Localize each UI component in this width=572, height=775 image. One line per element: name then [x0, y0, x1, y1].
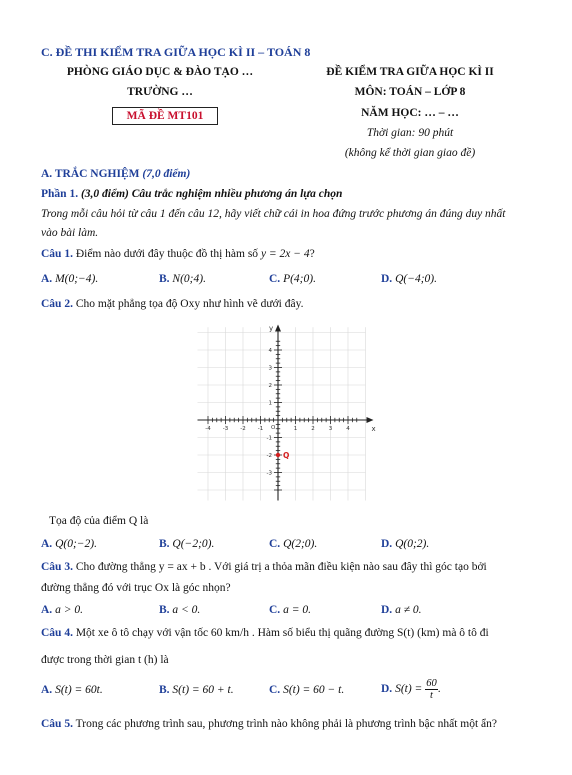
option-text: P(4;0).: [283, 273, 316, 285]
question-3: [41, 561, 487, 573]
q5-text: Trong các phương trình sau, phương trình nào không phải là phương trình bậc nhất một ẩn?: [75, 718, 498, 730]
section-title: C. ĐỀ THI KIỂM TRA GIỮA HỌC KÌ II – TOÁN 8: [41, 45, 311, 59]
question-5: [41, 718, 497, 730]
option-text: N(0;4).: [172, 273, 206, 285]
part1-label: Phần 1.: [41, 188, 79, 200]
q2-option-a[interactable]: [41, 538, 97, 550]
y-tick-label: 3: [268, 365, 272, 372]
point-q-label: Q: [283, 451, 290, 460]
part-a-label: A. TRẮC NGHIỆM: [41, 168, 140, 180]
q4-option-b[interactable]: [159, 684, 234, 696]
q5-label: Câu 5.: [41, 718, 73, 730]
option-key: C.: [269, 684, 281, 696]
option-key: C.: [269, 273, 281, 285]
x-tick-label: 2: [311, 426, 315, 432]
q2-option-d[interactable]: [381, 538, 429, 550]
q2-question: Tọa độ của điểm Q là: [49, 515, 149, 527]
y-tick-label: -1: [266, 435, 272, 442]
tick-labels: [205, 325, 375, 477]
point-q: [276, 453, 280, 457]
q1-option-d[interactable]: [381, 273, 437, 285]
option-key: C.: [269, 604, 281, 616]
option-key: A.: [41, 538, 53, 550]
q3-label: Câu 3.: [41, 561, 73, 573]
q1-option-a[interactable]: [41, 273, 98, 285]
x-tick-label: 3: [328, 426, 333, 432]
exam-subject: MÔN: TOÁN – LỚP 8: [354, 86, 466, 98]
option-key: A.: [41, 604, 53, 616]
question-2: [41, 298, 303, 310]
part-a-heading: [41, 168, 190, 180]
q2-text: Cho mặt phẳng tọa độ Oxy như hình vẽ dưới đây.: [75, 298, 304, 310]
option-text: S(t) = 60 + t.: [172, 684, 234, 696]
option-key: B.: [159, 538, 170, 550]
option-text: a < 0.: [172, 604, 201, 616]
option-key: C.: [269, 538, 281, 550]
y-tick-label: 4: [268, 348, 272, 354]
q4-option-d[interactable]: [381, 678, 441, 701]
option-key: B.: [159, 604, 170, 616]
x-tick-label: -4: [205, 426, 211, 432]
q4-label: Câu 4.: [41, 627, 73, 639]
option-text: Q(0;2).: [395, 538, 430, 550]
part1-instruction-line2: vào bài làm.: [41, 227, 99, 239]
q2-option-c[interactable]: [269, 538, 317, 550]
x-tick-label: -2: [240, 426, 246, 432]
grid-lines: [198, 324, 366, 500]
option-key: D.: [381, 273, 393, 285]
q3-option-d[interactable]: [381, 604, 422, 616]
option-text: a ≠ 0.: [395, 604, 422, 616]
question-4: [41, 627, 489, 639]
exam-title: ĐỀ KIỂM TRA GIỮA HỌC KÌ II: [326, 66, 494, 78]
exam-year: NĂM HỌC: … – …: [361, 107, 459, 119]
x-tick-label: -3: [222, 426, 229, 432]
option-key: B.: [159, 273, 170, 285]
exam-time: Thời gian: 90 phút: [366, 127, 454, 139]
part1-heading: [41, 188, 342, 200]
option-text: Q(−2;0).: [172, 538, 215, 550]
q3-line2: đường thẳng đó với trục Ox là góc nhọn?: [41, 582, 231, 594]
q1-end: ?: [309, 248, 315, 260]
option-key: B.: [159, 684, 170, 696]
q1-formula: y = 2x − 4: [260, 248, 310, 260]
option-key: A.: [41, 273, 53, 285]
y-tick-label: 2: [268, 383, 272, 389]
q3-option-a[interactable]: [41, 604, 83, 616]
fraction-numerator: 60: [426, 678, 437, 689]
option-key: D.: [381, 683, 393, 696]
q2-label: Câu 2.: [41, 298, 73, 310]
x-axis-label: x: [371, 425, 376, 433]
option-text: S(t) = 60t.: [55, 684, 103, 696]
q3-option-c[interactable]: [269, 604, 311, 616]
origin-label: O: [271, 425, 276, 431]
option-text: S(t) =: [395, 683, 423, 696]
axes: [198, 325, 374, 501]
q1-text: Điểm nào dưới đây thuộc đồ thị hàm số: [75, 248, 259, 260]
option-text: M(0;−4).: [55, 273, 99, 285]
q1-option-b[interactable]: [159, 273, 206, 285]
part-a-points: (7,0 điểm): [142, 168, 191, 180]
q2-option-b[interactable]: [159, 538, 214, 550]
option-text: Q(−4;0).: [395, 273, 437, 285]
q4-option-c[interactable]: [269, 684, 344, 696]
y-tick-label: 1: [268, 400, 272, 407]
q1-option-c[interactable]: [269, 273, 316, 285]
y-tick-label: -3: [266, 470, 272, 477]
exam-code-box: MÃ ĐỀ MT101: [112, 107, 218, 125]
y-axis-label: y: [269, 324, 274, 333]
fraction: [425, 678, 438, 701]
option-text: a > 0.: [55, 604, 83, 616]
x-tick-label: 1: [293, 426, 298, 432]
y-axis-arrow: [275, 325, 281, 332]
q3-line1: Cho đường thẳng y = ax + b . Với giá trị a thỏa mãn điều kiện nào sau đây thì góc tạo bởi: [75, 561, 487, 573]
coordinate-plane: [188, 320, 388, 510]
part1-instruction-line1: Trong mỗi câu hỏi từ câu 1 đến câu 12, hãy viết chữ cái in hoa đứng trước phương án đúng duy nhất: [41, 208, 506, 220]
option-key: D.: [381, 538, 393, 550]
option-text: S(t) = 60 − t.: [283, 684, 345, 696]
q4-line2: được trong thời gian t (h) là: [41, 654, 169, 666]
q1-label: Câu 1.: [41, 248, 73, 260]
x-tick-label: -1: [257, 426, 264, 432]
part1-desc: (3,0 điểm) Câu trắc nghiệm nhiều phương án lựa chọn: [80, 188, 343, 200]
option-key: D.: [381, 604, 393, 616]
option-text: a = 0.: [283, 604, 311, 616]
fraction-denominator: t: [429, 690, 433, 701]
school-department: PHÒNG GIÁO DỤC & ĐÀO TẠO …: [66, 66, 254, 78]
option-end: .: [437, 683, 441, 696]
exam-time-note: (không kể thời gian giao đề): [344, 147, 476, 159]
school-name: TRƯỜNG …: [127, 86, 193, 98]
q4-option-a[interactable]: [41, 684, 103, 696]
y-tick-label: -2: [266, 453, 272, 459]
option-text: Q(2;0).: [283, 538, 318, 550]
question-1: [41, 248, 315, 260]
option-text: Q(0;−2).: [55, 538, 97, 550]
q3-option-b[interactable]: [159, 604, 200, 616]
x-tick-label: 4: [346, 426, 350, 432]
x-axis-arrow: [367, 417, 374, 423]
option-key: A.: [41, 684, 53, 696]
q4-line1: Một xe ô tô chạy với vận tốc 60 km/h . Hàm số biểu thị quãng đường S(t) (km) mà ô tô đi: [75, 627, 489, 639]
